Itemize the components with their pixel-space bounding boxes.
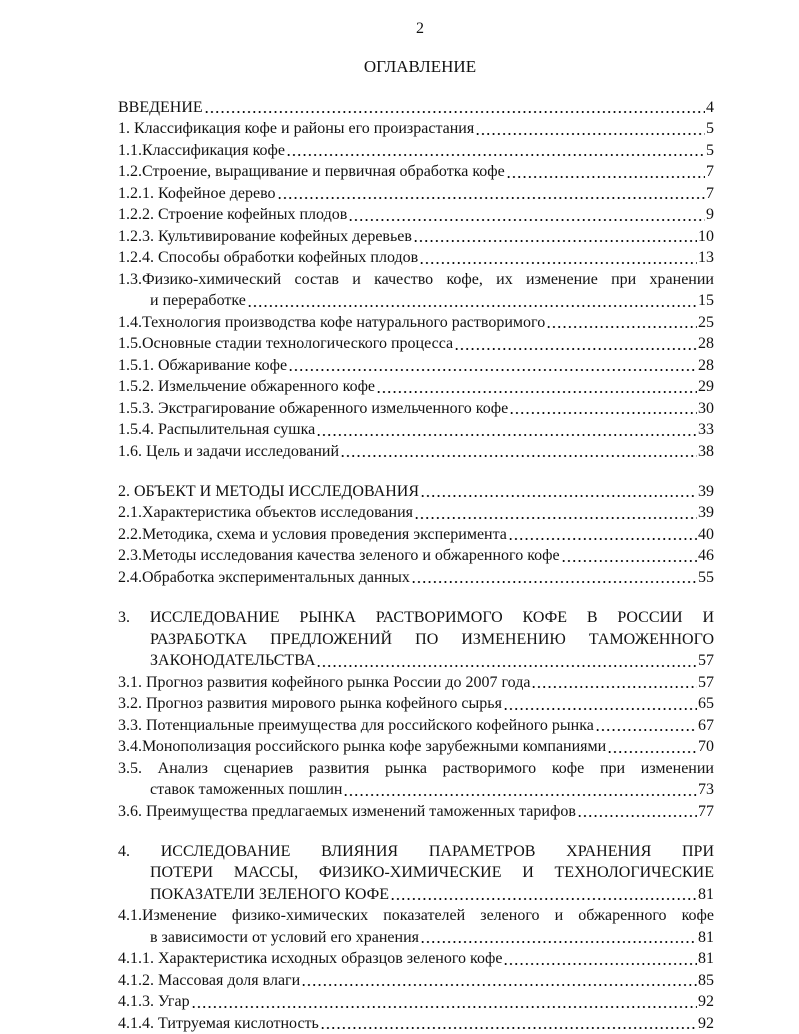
toc-entry[interactable] (118, 312, 714, 333)
toc-entry-page: 40 (698, 525, 714, 543)
toc-entry-title: 3.4.Монополизация российского рынка кофе зарубежными компаниями (118, 738, 607, 756)
dot-leader (454, 348, 697, 350)
toc-entry-last-line (118, 991, 714, 1012)
toc-entry-page: 28 (698, 356, 714, 374)
toc-entry-page: 38 (698, 442, 714, 460)
dot-leader (204, 111, 705, 113)
toc-entry-title: ставок таможенных пошлин (150, 781, 343, 799)
toc-entry[interactable] (118, 118, 714, 139)
dot-leader (577, 815, 697, 817)
toc-entry-text-line: РАЗРАБОТКА ПРЕДЛОЖЕНИЙ ПО ИЗМЕНЕНИЮ ТАМОЖЕННОГО (150, 630, 714, 648)
toc-entry-page: 57 (698, 673, 714, 691)
toc-entry[interactable] (118, 991, 714, 1012)
toc-entry-last-line (118, 481, 714, 502)
dot-leader (340, 455, 697, 457)
dot-leader (348, 219, 705, 221)
toc-entry-page: 55 (698, 568, 714, 586)
toc-entry-title: 1.2.2. Строение кофейных плодов (118, 206, 348, 224)
toc-entry[interactable] (118, 693, 714, 714)
toc-entry-page: 46 (698, 547, 714, 565)
toc-entry[interactable] (118, 419, 714, 440)
toc-entry[interactable] (118, 758, 714, 801)
toc-entry-last-line (118, 290, 714, 311)
toc-entry-page: 7 (706, 163, 714, 181)
dot-leader (277, 197, 705, 199)
toc-entry-text-line: 1.3.Физико-химический состав и качество кофе, их изменение при хранении (118, 270, 714, 288)
dot-leader (531, 686, 697, 688)
toc-entry-title: ПОКАЗАТЕЛИ ЗЕЛЕНОГО КОФЕ (150, 885, 389, 903)
toc-entry[interactable] (118, 97, 714, 118)
toc-entry-page: 92 (698, 1014, 714, 1032)
toc-entry-last-line (118, 779, 714, 800)
dot-leader (475, 133, 705, 135)
toc-entry-page: 81 (698, 885, 714, 903)
toc-entry-page: 39 (698, 504, 714, 522)
toc-entry-page: 92 (698, 993, 714, 1011)
toc-entry[interactable] (118, 140, 714, 161)
dot-leader (561, 560, 697, 562)
toc-entry[interactable] (118, 161, 714, 182)
toc-entry[interactable] (118, 247, 714, 268)
dot-leader (595, 729, 697, 731)
toc-entry-last-line (118, 801, 714, 822)
dot-leader (288, 369, 697, 371)
toc-entry-title: 2. ОБЪЕКТ И МЕТОДЫ ИССЛЕДОВАНИЯ (118, 482, 419, 500)
toc-entry[interactable] (118, 841, 714, 905)
dot-leader (419, 262, 697, 264)
toc-entry-last-line (118, 161, 714, 182)
toc-entry-title: 1.1.Классификация кофе (118, 141, 285, 159)
toc-entry[interactable] (118, 524, 714, 545)
toc-entry[interactable] (118, 333, 714, 354)
dot-leader (420, 941, 697, 943)
dot-leader (413, 240, 697, 242)
toc-entry-last-line (118, 693, 714, 714)
dot-leader (390, 898, 697, 900)
dot-leader (320, 1027, 697, 1029)
dot-leader (191, 1006, 697, 1008)
toc-entry-title: 3.1. Прогноз развития кофейного рынка России до 2007 года (118, 673, 531, 691)
toc-entry-page: 9 (706, 206, 714, 224)
toc-entry-last-line (118, 948, 714, 969)
dot-leader (286, 154, 705, 156)
toc-entry-page: 25 (698, 313, 714, 331)
toc-entry-last-line (118, 884, 714, 905)
toc-entry-text-line: 4. ИССЛЕДОВАНИЕ ВЛИЯНИЯ ПАРАМЕТРОВ ХРАНЕНИЯ ПРИ (118, 843, 714, 860)
toc-entry-last-line (118, 567, 714, 588)
toc-entry-title: 4.1.2. Массовая доля влаги (118, 971, 301, 989)
toc-entry[interactable] (118, 204, 714, 225)
toc-entry-last-line (118, 140, 714, 161)
toc-entry-last-line (118, 333, 714, 354)
toc-entry-title: 1.2.3. Культивирование кофейных деревьев (118, 227, 412, 245)
toc-entry-last-line (118, 441, 714, 462)
toc-entry-page: 85 (698, 971, 714, 989)
toc-entry-page: 73 (698, 781, 714, 799)
toc-entry-text-line: ПОТЕРИ МАССЫ, ФИЗИКО-ХИМИЧЕСКИЕ И ТЕХНОЛОГИЧЕСКИЕ (150, 864, 714, 882)
toc-entry-title: 3.3. Потенциальные преимущества для российского кофейного рынка (118, 716, 594, 734)
toc-entry-page: 70 (698, 738, 714, 756)
toc-entry-last-line (118, 672, 714, 693)
toc-entry[interactable] (118, 905, 714, 948)
toc-entry-title: ЗАКОНОДАТЕЛЬСТВА (150, 652, 316, 670)
toc-entry-title: 1.6. Цель и задачи исследований (118, 442, 340, 460)
dot-leader (503, 963, 697, 965)
dot-leader (546, 326, 697, 328)
toc-entry-last-line (118, 970, 714, 991)
toc-entry[interactable] (118, 948, 714, 969)
dot-leader (316, 665, 697, 667)
toc-entry-last-line (118, 927, 714, 948)
dot-leader (343, 794, 697, 796)
dot-leader (316, 434, 697, 436)
toc-entry-title: 1.5.3. Экстрагирование обжаренного измельченного кофе (118, 399, 509, 417)
toc-entry[interactable] (118, 441, 714, 462)
dot-leader (414, 517, 697, 519)
dot-leader (607, 751, 697, 753)
toc-entry-title: 1.5.2. Измельчение обжаренного кофе (118, 378, 376, 396)
toc-entry-title: 4.1.3. Угар (118, 993, 190, 1011)
toc-entry-page: 77 (698, 802, 714, 820)
toc-entry[interactable] (118, 376, 714, 397)
toc-entry[interactable] (118, 970, 714, 991)
toc-entry-last-line (118, 204, 714, 225)
toc-entry-page: 81 (698, 950, 714, 968)
dot-leader (503, 708, 697, 710)
toc-entry-page: 13 (698, 249, 714, 267)
toc-entry-title: 3.6. Преимущества предлагаемых изменений таможенных тарифов (118, 802, 576, 820)
toc-entry-page: 29 (698, 378, 714, 396)
toc-entry-last-line (118, 524, 714, 545)
page-number: 2 (416, 20, 424, 37)
toc-entry-last-line (118, 183, 714, 204)
toc-entry-page: 4 (706, 99, 714, 116)
toc-entry-last-line (118, 97, 714, 118)
toc-entry-text-line: 3. ИССЛЕДОВАНИЕ РЫНКА РАСТВОРИМОГО КОФЕ В РОССИИ И (118, 609, 714, 627)
toc-entry-title: 1.2.4. Способы обработки кофейных плодов (118, 249, 419, 267)
toc-entry-last-line (118, 118, 714, 139)
toc-entry-page: 15 (698, 292, 714, 310)
toc-entry-title: 1.5.1. Обжаривание кофе (118, 356, 288, 374)
toc-entry-last-line (118, 1013, 714, 1034)
toc-entry[interactable] (118, 183, 714, 204)
toc-entry-page: 57 (698, 652, 714, 670)
toc-entry-title: 1.2.1. Кофейное дерево (118, 184, 276, 202)
toc-entry[interactable] (118, 736, 714, 757)
toc-entry[interactable] (118, 226, 714, 247)
toc-entry[interactable] (118, 269, 714, 312)
dot-leader (247, 305, 697, 307)
toc-entry-last-line (118, 419, 714, 440)
toc-entry-title: 3.2. Прогноз развития мирового рынка кофейного сырья (118, 695, 502, 713)
dot-leader (376, 391, 697, 393)
toc-entry-page: 10 (698, 227, 714, 245)
toc-entry-last-line (118, 502, 714, 523)
toc-entry[interactable] (118, 398, 714, 419)
toc-entry-page: 7 (706, 184, 714, 202)
toc-entry-title: ВВЕДЕНИЕ (118, 99, 203, 116)
toc-entry-title: 1.5.4. Распылительная сушка (118, 421, 316, 439)
dot-leader (509, 412, 697, 414)
dot-leader (506, 176, 705, 178)
toc-entry-page: 5 (706, 120, 714, 138)
toc-entry-page: 33 (698, 421, 714, 439)
toc-entry-title: 2.3.Методы исследования качества зеленого и обжаренного кофе (118, 547, 560, 565)
toc-entry[interactable] (118, 1013, 714, 1034)
toc-entry-page: 30 (698, 399, 714, 417)
toc-entry[interactable] (118, 801, 714, 822)
toc-entry-page: 81 (698, 928, 714, 946)
toc-entry[interactable] (118, 672, 714, 693)
toc-entry-title: и переработке (150, 292, 246, 310)
toc-entry-last-line (118, 650, 714, 671)
toc-entry-page: 39 (698, 482, 714, 500)
toc-entry-title: 2.4.Обработка экспериментальных данных (118, 568, 410, 586)
toc-entry-title: 1.5.Основные стадии технологического процесса (118, 335, 454, 353)
toc-entry-text-line: 3.5. Анализ сценариев развития рынка растворимого кофе при изменении (118, 759, 714, 777)
toc-entry-last-line (118, 736, 714, 757)
toc-entry-last-line (118, 247, 714, 268)
toc-entry-last-line (118, 312, 714, 333)
toc-entry-title: 2.1.Характеристика объектов исследования (118, 504, 413, 522)
toc-entry-title: 1.4.Технология производства кофе натурального растворимого (118, 313, 546, 331)
dot-leader (301, 984, 697, 986)
toc-entry-last-line (118, 376, 714, 397)
toc-entry[interactable] (118, 502, 714, 523)
toc-entry-title: 4.1.1. Характеристика исходных образцов зеленого кофе (118, 950, 503, 968)
toc-entry[interactable] (118, 545, 714, 566)
toc-entry[interactable] (118, 607, 714, 671)
toc-entry-text-line: 4.1.Изменение физико-химических показателей зеленого и обжаренного кофе (118, 907, 714, 925)
dot-leader (411, 581, 697, 583)
toc-entry[interactable] (118, 355, 714, 376)
table-of-contents (118, 97, 714, 1034)
toc-entry-last-line (118, 715, 714, 736)
dot-leader (420, 495, 697, 497)
toc-entry-page: 65 (698, 695, 714, 713)
toc-entry-title: в зависимости от условий его хранения (150, 928, 419, 946)
toc-entry[interactable] (118, 481, 714, 502)
toc-entry-last-line (118, 398, 714, 419)
toc-entry-title: 2.2.Методика, схема и условия проведения эксперимента (118, 525, 507, 543)
toc-entry-last-line (118, 226, 714, 247)
dot-leader (508, 538, 697, 540)
toc-entry-title: 4.1.4. Титруемая кислотность (118, 1014, 319, 1032)
page-title: ОГЛАВЛЕНИЕ (363, 57, 477, 76)
toc-entry[interactable] (118, 715, 714, 736)
toc-entry-last-line (118, 355, 714, 376)
toc-entry-page: 28 (698, 335, 714, 353)
toc-entry-title: 1.2.Строение, выращивание и первичная обработка кофе (118, 163, 505, 181)
toc-entry-page: 67 (698, 716, 714, 734)
toc-entry-title: 1. Классификация кофе и районы его произрастания (118, 120, 475, 138)
toc-entry-last-line (118, 545, 714, 566)
toc-entry[interactable] (118, 567, 714, 588)
toc-entry-page: 5 (706, 141, 714, 159)
